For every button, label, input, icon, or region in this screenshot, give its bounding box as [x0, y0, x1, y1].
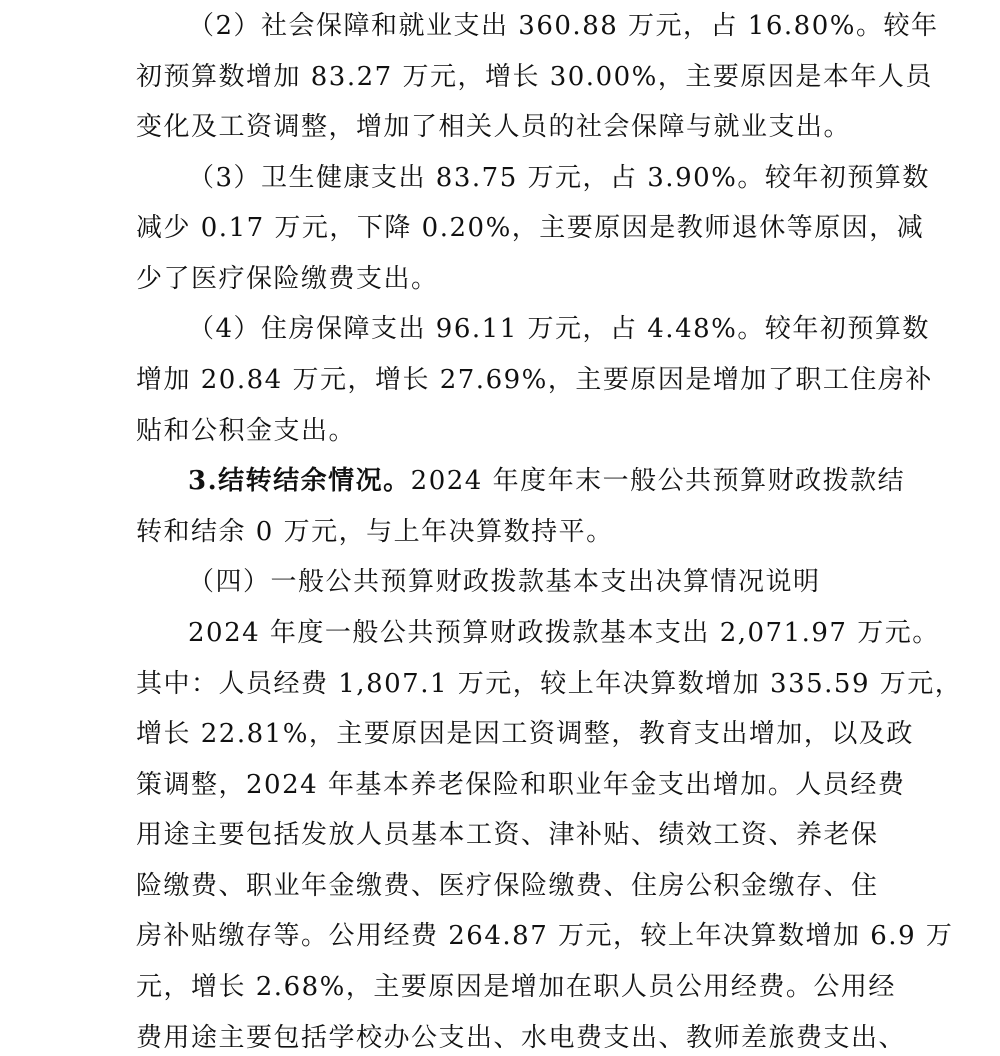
subsection-title: 3.结转结余情况。: [188, 466, 411, 496]
paragraph-line: 用途主要包括发放人员基本工资、津补贴、绩效工资、养老保: [136, 820, 879, 850]
paragraph-line: 元，增长 2.68%，主要原因是增加在职人员公用经费。公用经: [136, 972, 896, 1002]
paragraph-line: 减少 0.17 万元，下降 0.20%，主要原因是教师退休等原因，减: [136, 213, 925, 243]
paragraph-line: 策调整，2024 年基本养老保险和职业年金支出增加。人员经费: [136, 770, 906, 800]
paragraph-line: 增长 22.81%，主要原因是因工资调整，教育支出增加，以及政: [136, 719, 914, 749]
paragraph-line: 贴和公积金支出。: [136, 416, 357, 446]
paragraph-line: （2）社会保障和就业支出 360.88 万元，占 16.80%。较年: [188, 11, 939, 41]
subsection-text: 2024 年度年末一般公共预算财政拨款结: [410, 466, 906, 496]
paragraph-line: 转和结余 0 万元，与上年决算数持平。: [136, 517, 614, 547]
paragraph-line: 房补贴缴存等。公用经费 264.87 万元，较上年决算数增加 6.9 万: [136, 921, 954, 951]
section-heading-line: [188, 464, 905, 498]
paragraph-line: 费用途主要包括学校办公支出、水电费支出、教师差旅费支出、: [136, 1023, 907, 1053]
paragraph-line: 其中：人员经费 1,807.1 万元，较上年决算数增加 335.59 万元，: [136, 669, 963, 699]
paragraph-line: 险缴费、职业年金缴费、医疗保险缴费、住房公积金缴存、住: [136, 871, 879, 901]
paragraph-line: （4）住房保障支出 96.11 万元，占 4.48%。较年初预算数: [188, 314, 930, 344]
section-heading: （四）一般公共预算财政拨款基本支出决算情况说明: [188, 567, 821, 597]
paragraph-line: 变化及工资调整，增加了相关人员的社会保障与就业支出。: [136, 112, 852, 142]
paragraph-line: （3）卫生健康支出 83.75 万元，占 3.90%。较年初预算数: [188, 163, 930, 193]
paragraph-line: 2024 年度一般公共预算财政拨款基本支出 2,071.97 万元。: [188, 618, 940, 648]
paragraph-line: 初预算数增加 83.27 万元，增长 30.00%，主要原因是本年人员: [136, 62, 933, 92]
paragraph-line: 少了医疗保险缴费支出。: [136, 264, 439, 294]
paragraph-line: 增加 20.84 万元，增长 27.69%，主要原因是增加了职工住房补: [136, 365, 933, 395]
